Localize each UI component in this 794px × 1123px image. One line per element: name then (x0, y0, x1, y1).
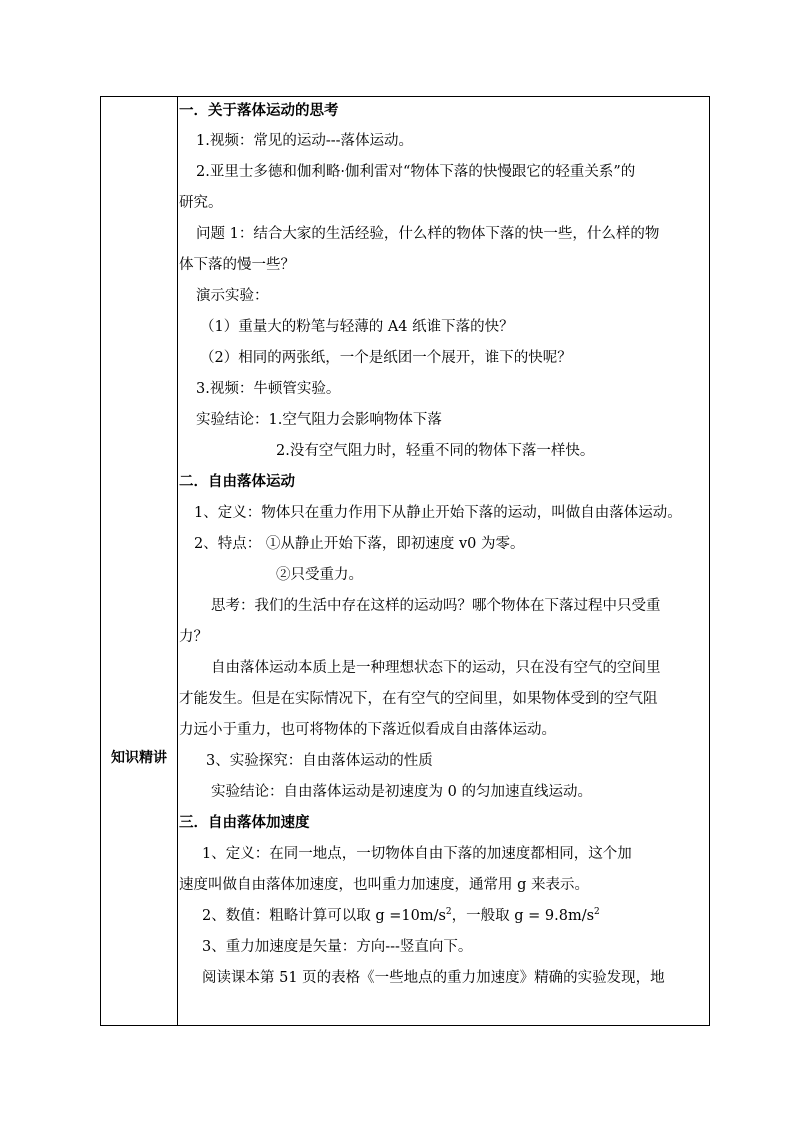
section-heading-3: 三．自由落体加速度 (179, 815, 310, 831)
paragraph-line: 2、特点： ①从静止开始下落，即初速度 v0 为零。 (194, 536, 525, 552)
paragraph-line: 阅读课本第 51 页的表格《一些地点的重力加速度》精确的实验发现，地 (202, 970, 665, 986)
paragraph-line: 问题 1：结合大家的生活经验，什么样的物体下落的快一些，什么样的物 (196, 226, 660, 242)
paragraph-line: 自由落体运动本质上是一种理想状态下的运动，只在没有空气的空间里 (211, 660, 661, 676)
paragraph-line: 才能发生。但是在实际情况下，在有空气的空间里，如果物体受到的空气阻 (179, 691, 658, 707)
paragraph-line: 2.亚里士多德和伽利略·伽利雷对“物体下落的快慢跟它的轻重关系”的 (196, 164, 636, 180)
paragraph-line: 力远小于重力，也可将物体的下落近似看成自由落体运动。 (179, 722, 556, 738)
section-heading-2: 二．自由落体运动 (179, 474, 295, 490)
paragraph-line: （1）重量大的粉笔与轻薄的 A4 纸谁下落的快？ (200, 319, 514, 335)
paragraph-line: 3、重力加速度是矢量：方向---竖直向下。 (202, 939, 473, 955)
paragraph-line: 1、定义：在同一地点，一切物体自由下落的加速度都相同，这个加 (202, 846, 632, 862)
value-text: 2、数值：粗略计算可以取 g =10m/s (202, 908, 446, 924)
paragraph-line: 2.没有空气阻力时，轻重不同的物体下落一样快。 (276, 443, 595, 459)
paragraph-line: 1、定义：物体只在重力作用下从静止开始下落的运动，叫做自由落体运动。 (194, 505, 682, 521)
paragraph-line: （2）相同的两张纸，一个是纸团一个展开，谁下的快呢？ (200, 350, 572, 366)
paragraph-line: 3.视频：牛顿管实验。 (196, 381, 341, 397)
row-label: 知识精讲 (111, 750, 167, 766)
paragraph-line: 力？ (179, 629, 208, 645)
paragraph-line: 1.视频：常见的运动---落体运动。 (196, 133, 414, 149)
paragraph-line: 演示实验： (196, 288, 269, 304)
paragraph-line: 实验结论：1.空气阻力会影响物体下落 (196, 412, 442, 428)
paragraph-line: 体下落的慢一些？ (179, 257, 295, 273)
superscript: 2 (594, 907, 600, 918)
paragraph-line: 3、实验探究：自由落体运动的性质 (206, 753, 433, 769)
paragraph-line: 研究。 (179, 195, 223, 211)
paragraph-line: 思考：我们的生活中存在这样的运动吗？哪个物体在下落过程中只受重 (211, 598, 661, 614)
section-heading-1: 一．关于落体运动的思考 (179, 103, 339, 119)
paragraph-line: ②只受重力。 (276, 567, 363, 583)
value-text: ，一般取 g = 9.8m/s (451, 908, 595, 924)
content-table (100, 96, 710, 1026)
content-cell (178, 97, 709, 1025)
superscript: 2 (445, 907, 452, 918)
paragraph-line: 实验结论：自由落体运动是初速度为 0 的匀加速直线运动。 (211, 784, 592, 800)
gravity-value-line (202, 906, 709, 926)
paragraph-line: 速度叫做自由落体加速度，也叫重力加速度，通常用 g 来表示。 (179, 877, 589, 893)
